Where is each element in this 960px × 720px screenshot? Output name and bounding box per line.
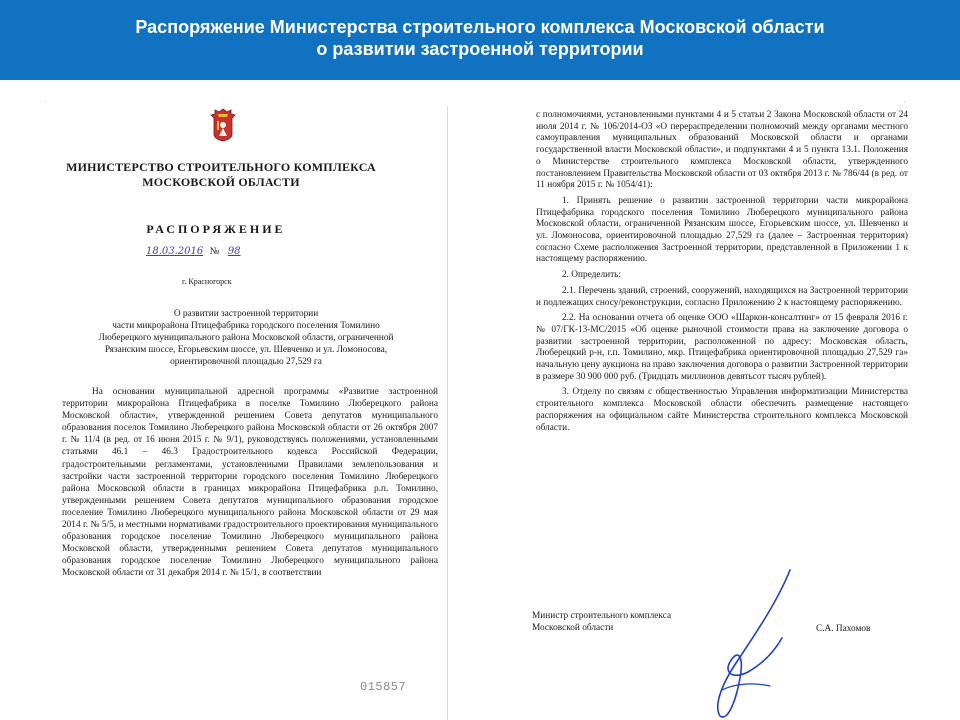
signer-name: С.А. Пахомов <box>816 624 871 634</box>
signer-title-line2: Московской области <box>532 623 614 633</box>
body-paragraph: 1. Принять решение о развитии застроенной территории части микрорайона Птицефабрика городского поселения Томилино Люберецкого муниципального района Московской области, ограниченной Рязанским шоссе, Егорьевским шоссе, ул. Шевченко и ул. Ломоносова, ориентировочной площадью 27,529 га (далее – Застроенная территория) согласно Схеме расположения Застроенной территории, представленной в Приложении 1 к настоящему распоряжению. <box>536 195 908 265</box>
document-body-left <box>62 386 438 580</box>
subject-line: Люберецкого муниципального района Московской области, ограниченной <box>98 333 394 343</box>
number-sign: № <box>209 246 220 257</box>
subject-line: О развитии застроенной территории <box>173 309 319 319</box>
body-paragraph: 3. Отделу по связям с общественностью Управления информатизации Министерства строительного комплекса Московской области обеспечить размещение настоящего распоряжения на официальном сайте Министерства строительного комплекса Московской области. <box>536 387 908 433</box>
scan-mark: · <box>44 98 47 106</box>
handwritten-signature-icon <box>678 560 818 720</box>
document-number: 98 <box>227 246 241 257</box>
subject-line: ориентировочной площадью 27,529 га <box>170 357 322 367</box>
subject-line: части микрорайона Птицефабрика городского поселения Томилино <box>112 321 380 331</box>
document-subject <box>56 308 436 368</box>
document-body-right <box>536 110 908 438</box>
scan-mark: · <box>903 98 906 106</box>
document-page-right <box>518 96 910 720</box>
document-date: 18.03.2016 <box>146 246 204 257</box>
slide-title-line2: о развитии застроенной территории <box>316 39 644 59</box>
body-paragraph: На основании муниципальной адресной программы «Развитие застроенной территории микрорайона Птицефабрика в поселке Томилино Люберецкого района Московской области», утвержденной решением Совета депутатов муниципального образования поселок Томилино Люберецкого района Московской области от 26 октября 2007 г. № 11/4 (в ред. от 16 июня 2015 г. № 9/1), руководствуясь положениями, установленными статьями 46.1 – 46.3 Градостроительного кодекса Российской Федерации, градостроительными регламентами, установленными Правилами землепользования и застройки части застроенной территории городского поселения Томилино Люберецкого района Московской области в границах микрорайона Птицефабрика р.п. Томилино, утвержденными решением Совета депутатов муниципального образования городское поселение Томилино Люберецкого муниципального района Московской области от 29 мая 2014 г. № 5/5, и местными нормативами градостроительного проектирования муниципального образования городское поселение Томилино Люберецкого муниципального района Московской области, утвержденными решением Совета депутатов муниципального образования городское поселение Томилино Люберецкого муниципального района Московской области от 31 декабря 2014 г. № 15/1, в соответствии <box>62 387 438 579</box>
body-paragraph: 2. Определить: <box>562 270 621 281</box>
subject-line: Рязанским шоссе, Егорьевским шоссе, ул. Шевченко и ул. Ломоносова, <box>104 345 388 355</box>
body-paragraph: с полномочиями, установленными пунктами 4 и 5 статьи 2 Закона Московской области от 24 июля 2014 г. № 106/2014-ОЗ «О перераспределении полномочий между органами местного самоуправления муниципальных образований Московской области и органами государственной власти Московской области», и подпунктами 4 и 5 пункта 13.1. Положения о Министерстве строительного комплекса Московской области, утвержденного постановлением Правительства Московской области от 03 октября 2013 г. № 786/44 (в ред. от 11 ноября 2015 г. № 1054/41): <box>536 110 908 191</box>
ministry-name <box>66 160 376 190</box>
body-paragraph: 2.1. Перечень зданий, строений, сооружений, находящихся на Застроенной территории и подлежащих сносу/реконструкции, согласно Приложению 2 к настоящему распоряжению. <box>536 285 908 308</box>
signer-title-line1: Министр строительного комплекса <box>532 611 672 621</box>
body-paragraph: 2.2. На основании отчета об оценке ООО «Шаркон-консалтинг» от 15 февраля 2016 г. № 07/ГК-13-МС/2015 «Об оценке рыночной стоимости права на заключение договора о развитии застроенной территории, расположенной по адресу: Московская область, Люберецкий р-н, г.п. Томилино, мкр. Птицефабрика ориентировочной площадью 27,529 га» начальную цену аукциона на право заключения договора о развитии Застроенной территории в размере 30 900 000 руб. (Тридцать миллионов девятьсот тысяч рублей). <box>536 313 908 382</box>
slide-header <box>0 0 960 80</box>
stamp-number: 015857 <box>360 680 407 694</box>
document-date-number <box>146 246 241 257</box>
document-page-left <box>46 96 444 720</box>
signer-title <box>532 610 671 634</box>
moscow-region-coat-of-arms-icon <box>208 108 238 142</box>
ministry-name-line2: МОСКОВСКОЙ ОБЛАСТИ <box>142 175 300 189</box>
document-city: г. Красногорск <box>182 277 232 286</box>
slide-title-line1: Распоряжение Министерства строительного комплекса Московской области <box>135 17 825 37</box>
document-type: РАСПОРЯЖЕНИЕ <box>146 222 286 236</box>
ministry-name-line1: МИНИСТЕРСТВО СТРОИТЕЛЬНОГО КОМПЛЕКСА <box>66 160 376 174</box>
